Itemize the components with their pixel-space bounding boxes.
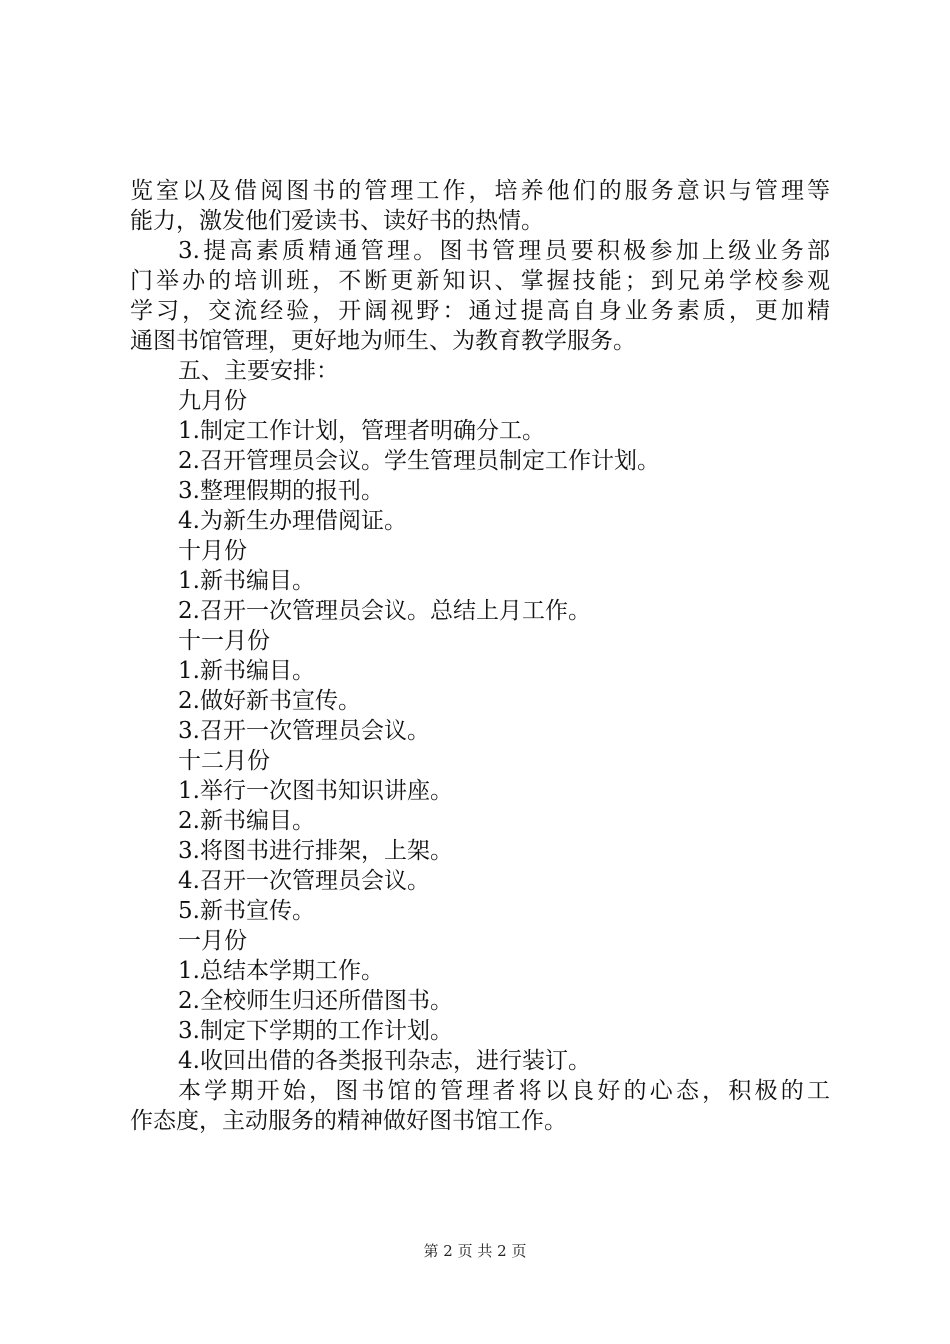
list-item: 2.新书编目。 — [178, 808, 315, 834]
paragraph-line: 本学期开始，图书馆的管理者将以良好的心态，积极的工 — [178, 1078, 830, 1104]
list-item: 2.召开管理员会议。学生管理员制定工作计划。 — [178, 448, 660, 474]
list-item: 4.召开一次管理员会议。 — [178, 868, 430, 894]
list-item: 2.做好新书宣传。 — [178, 688, 361, 714]
list-item: 3.制定下学期的工作计划。 — [178, 1018, 453, 1044]
list-item: 3.整理假期的报刊。 — [178, 478, 384, 504]
list-item: 5.新书宣传。 — [178, 898, 315, 924]
list-item: 1.新书编目。 — [178, 658, 315, 684]
document-body — [130, 176, 830, 1136]
paragraph-line: 作态度，主动服务的精神做好图书馆工作。 — [130, 1108, 567, 1134]
list-item: 1.总结本学期工作。 — [178, 958, 384, 984]
list-item: 2.全校师生归还所借图书。 — [178, 988, 453, 1014]
list-item: 4.收回出借的各类报刊杂志，进行装订。 — [178, 1048, 591, 1074]
paragraph-line: 3.提高素质精通管理。图书管理员要积极参加上级业务部 — [178, 238, 830, 264]
section-heading: 五、主要安排： — [178, 358, 339, 384]
list-item: 1.新书编目。 — [178, 568, 315, 594]
month-heading: 十月份 — [178, 538, 247, 564]
list-item: 2.召开一次管理员会议。总结上月工作。 — [178, 598, 591, 624]
page-number-label: 第 2 页 共 2 页 — [423, 1242, 527, 1260]
paragraph-line: 门举办的培训班，不断更新知识、掌握技能；到兄弟学校参观 — [130, 268, 830, 294]
month-heading: 十二月份 — [178, 748, 270, 774]
paragraph-line: 能力，激发他们爱读书、读好书的热情。 — [130, 208, 544, 234]
paragraph-line: 览室以及借阅图书的管理工作，培养他们的服务意识与管理等 — [130, 178, 830, 204]
list-item: 1.制定工作计划，管理者明确分工。 — [178, 418, 545, 444]
paragraph-line: 通图书馆管理，更好地为师生、为教育教学服务。 — [130, 328, 636, 354]
list-item: 3.召开一次管理员会议。 — [178, 718, 430, 744]
list-item: 4.为新生办理借阅证。 — [178, 508, 407, 534]
month-heading: 一月份 — [178, 928, 247, 954]
list-item: 3.将图书进行排架，上架。 — [178, 838, 453, 864]
month-heading: 十一月份 — [178, 628, 270, 654]
month-heading: 九月份 — [178, 388, 247, 414]
paragraph-line: 学习，交流经验，开阔视野：通过提高自身业务素质，更加精 — [130, 298, 830, 324]
page-footer — [0, 1241, 950, 1261]
list-item: 1.举行一次图书知识讲座。 — [178, 778, 453, 804]
